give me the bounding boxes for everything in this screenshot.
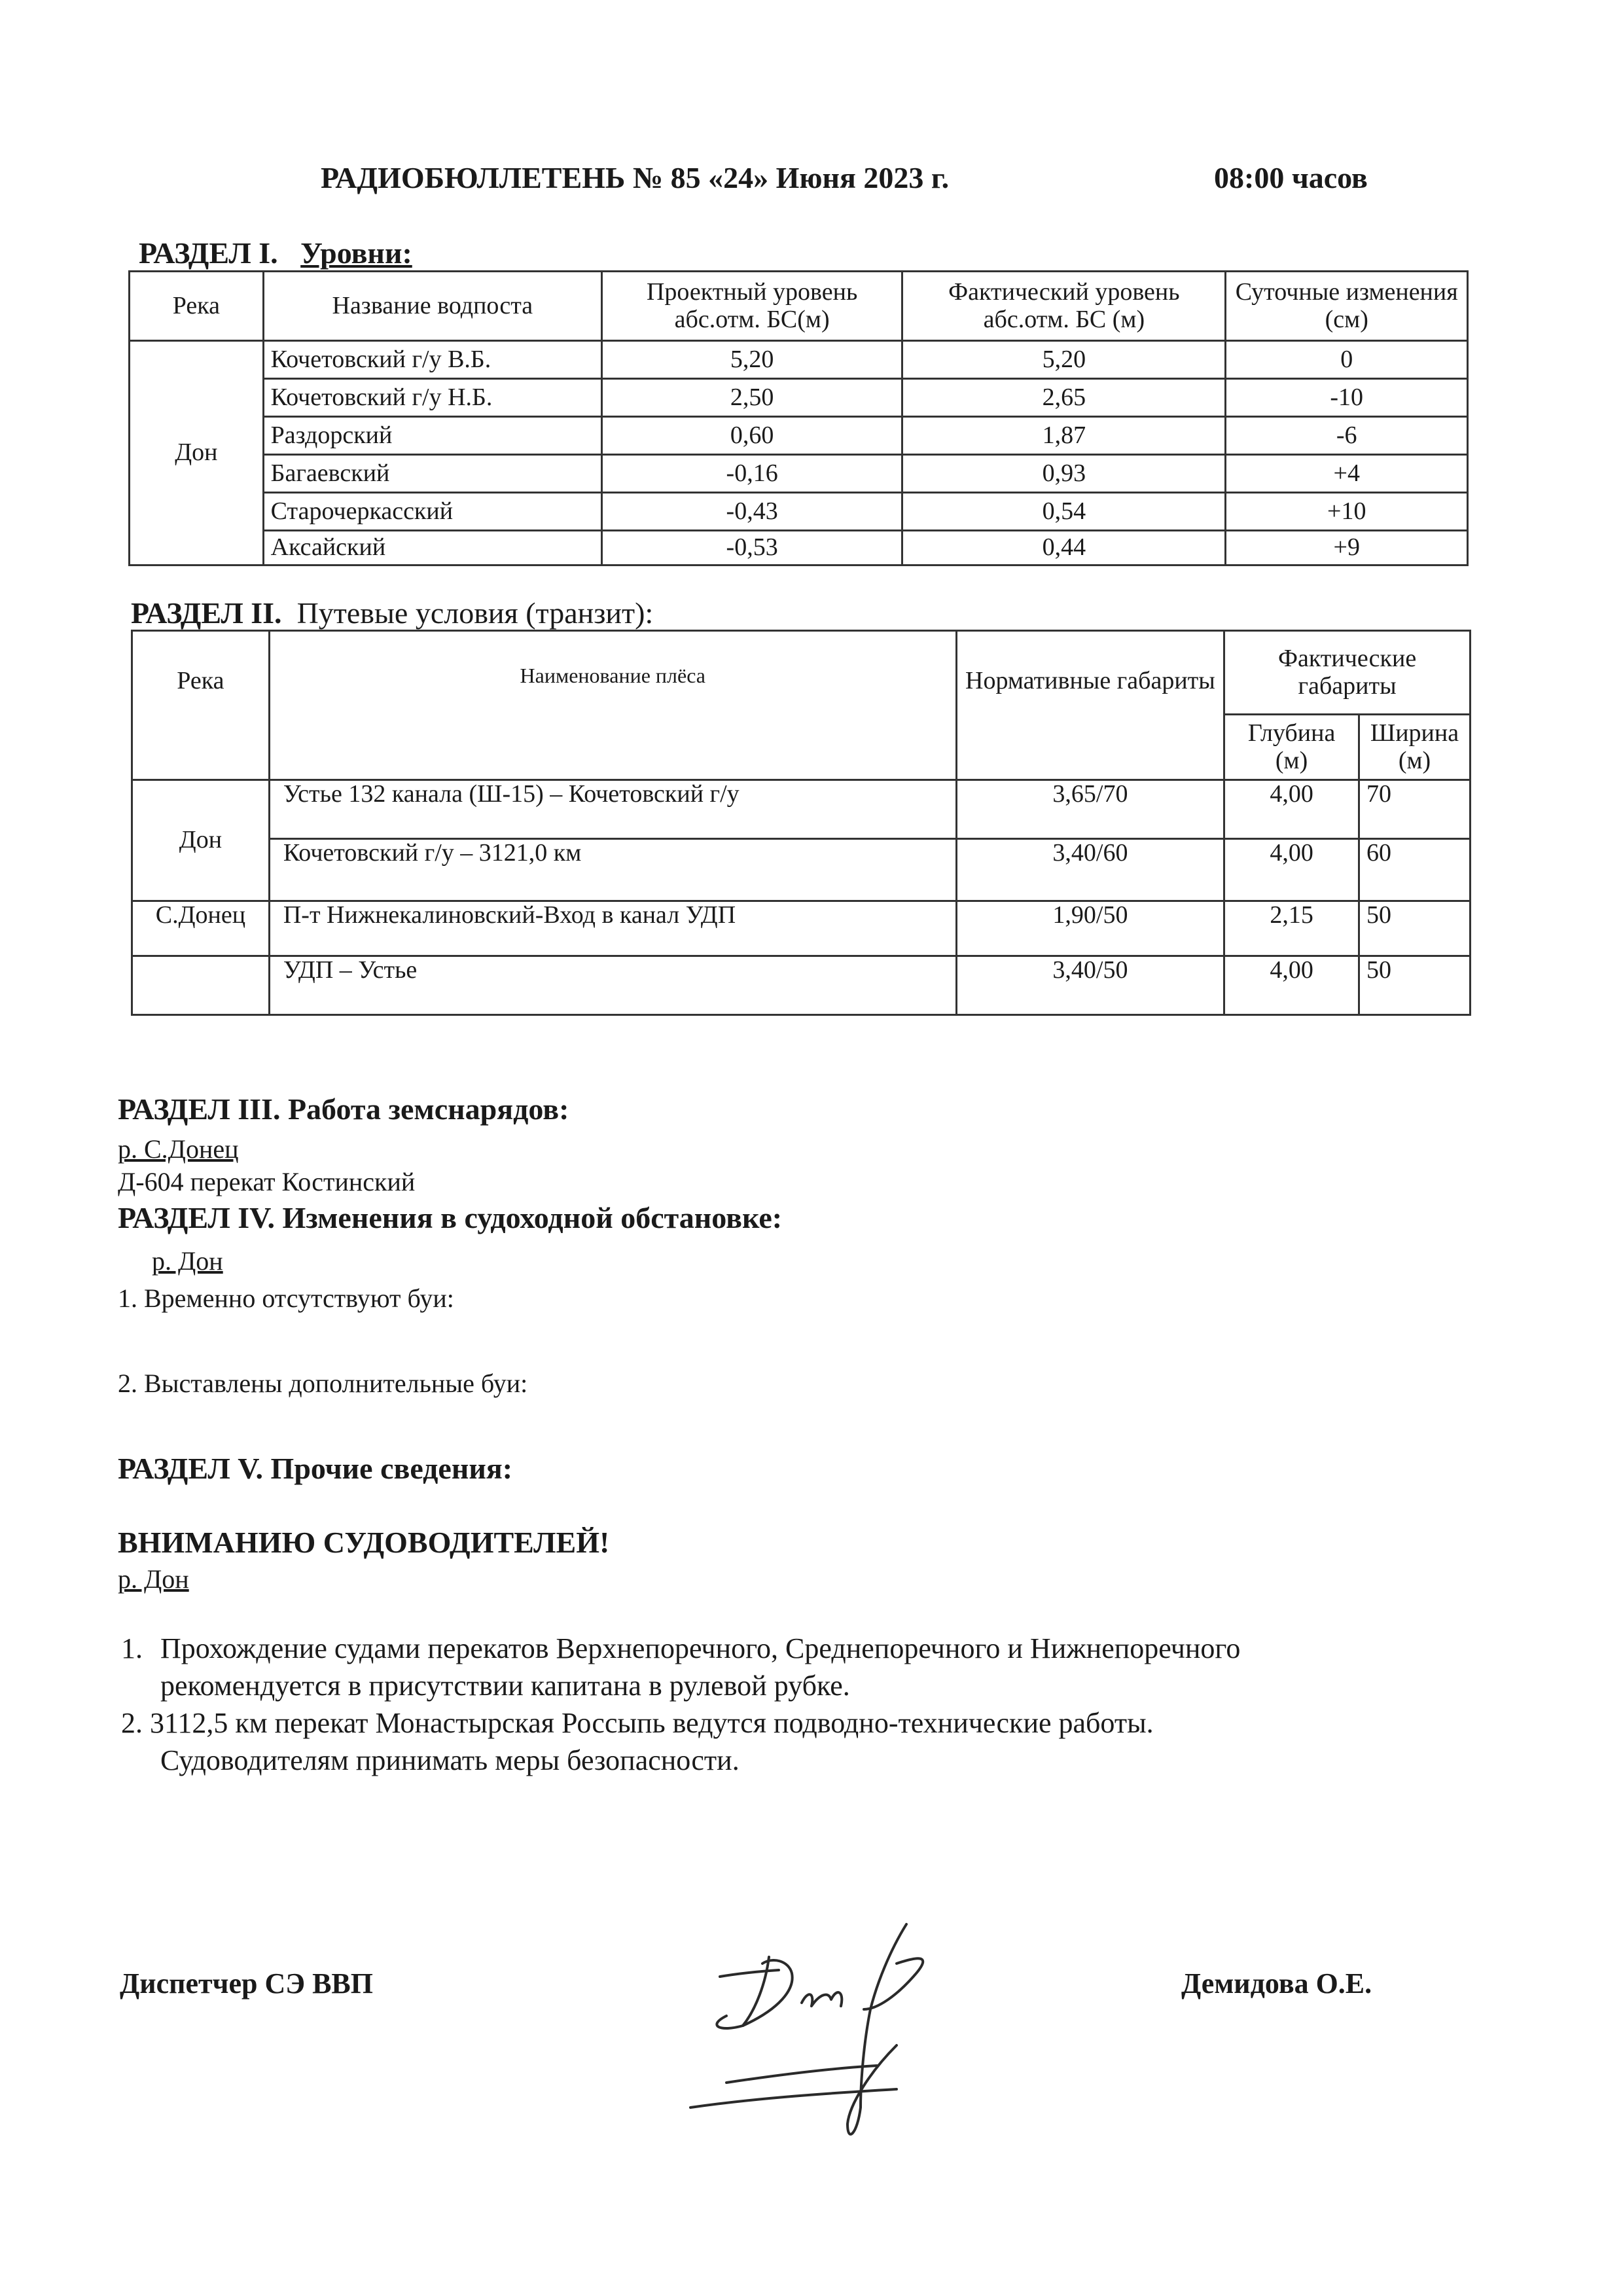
reach-cell: Устье 132 канала (Ш-15) – Кочетовский г/у [269, 780, 956, 839]
design-cell: -0,16 [602, 455, 902, 493]
table-row [132, 780, 1471, 839]
transit-header-row [132, 631, 1471, 715]
header-normative: Нормативные габариты [956, 631, 1224, 780]
table-row [130, 531, 1468, 565]
post-cell: Раздорский [263, 417, 601, 455]
section4-item-2: 2. Выставлены дополнительные буи: [118, 1369, 528, 1398]
table-row [132, 839, 1471, 901]
depth-cell: 4,00 [1224, 780, 1359, 839]
section3-title: РАЗДЕЛ III. Работа земснарядов: [118, 1092, 569, 1126]
design-cell: -0,53 [602, 531, 902, 565]
bulletin-time: 08:00 часов [1214, 161, 1368, 194]
header-depth: Глубина (м) [1224, 715, 1359, 780]
section1-label: РАЗДЕЛ I. [139, 236, 278, 270]
river-cell: Дон [132, 780, 270, 901]
post-cell: Аксайский [263, 531, 601, 565]
width-cell: 50 [1359, 901, 1471, 956]
width-cell: 60 [1359, 839, 1471, 901]
change-cell: -10 [1226, 379, 1468, 417]
normative-cell: 3,65/70 [956, 780, 1224, 839]
change-cell: +9 [1226, 531, 1468, 565]
attention-title: ВНИМАНИЮ СУДОВОДИТЕЛЕЙ! [118, 1526, 610, 1559]
header-width: Ширина (м) [1359, 715, 1471, 780]
table-row [130, 379, 1468, 417]
dispatcher-position: Диспетчер СЭ ВВП [120, 1967, 373, 2000]
post-cell: Кочетовский г/у Н.Б. [263, 379, 601, 417]
transit-table [131, 630, 1471, 1016]
design-cell: 5,20 [602, 341, 902, 379]
change-cell: 0 [1226, 341, 1468, 379]
post-cell: Старочеркасский [263, 493, 601, 531]
actual-cell: 1,87 [902, 417, 1226, 455]
header-river: Река [130, 272, 264, 341]
attention-item-2-line-1: 2. 3112,5 км перекат Монастырская Россыпь ведутся подводно-технические работы. [121, 1707, 1154, 1739]
bulletin-title: РАДИОБЮЛЛЕТЕНЬ № 85 «24» Июня 2023 г. [321, 161, 950, 194]
header-design-level: Проектный уровень абс.отм. БС(м) [602, 272, 902, 341]
table-row [130, 455, 1468, 493]
post-cell: Кочетовский г/у В.Б. [263, 341, 601, 379]
header-actual: Фактические габариты [1224, 631, 1471, 715]
reach-cell: Кочетовский г/у – 3121,0 км [269, 839, 956, 901]
attention-item-2-line-2: Судоводителям принимать меры безопасности. [160, 1744, 740, 1776]
actual-cell: 0,93 [902, 455, 1226, 493]
section2-title: Путевые условия (транзит): [296, 596, 654, 630]
section2-heading [131, 596, 653, 630]
post-cell: Багаевский [263, 455, 601, 493]
section1-title: Уровни: [300, 236, 412, 270]
section4-item-1: 1. Временно отсутствуют буи: [118, 1283, 454, 1313]
header-daily-change: Суточные изменения (см) [1226, 272, 1468, 341]
attention-item-1-num: 1. [121, 1632, 143, 1664]
design-cell: 0,60 [602, 417, 902, 455]
table-row [130, 493, 1468, 531]
section5-title: РАЗДЕЛ V. Прочие сведения: [118, 1452, 513, 1485]
normative-cell: 1,90/50 [956, 901, 1224, 956]
width-cell: 50 [1359, 956, 1471, 1015]
river-cell [132, 956, 270, 1015]
section4-river: р. Дон [152, 1246, 223, 1276]
table-row [130, 341, 1468, 379]
change-cell: +4 [1226, 455, 1468, 493]
design-cell: 2,50 [602, 379, 902, 417]
header-actual-level: Фактический уровень абс.отм. БС (м) [902, 272, 1226, 341]
depth-cell: 4,00 [1224, 956, 1359, 1015]
actual-cell: 2,65 [902, 379, 1226, 417]
depth-cell: 2,15 [1224, 901, 1359, 956]
design-cell: -0,43 [602, 493, 902, 531]
header-reach: Наименование плёса [269, 631, 956, 780]
levels-header-row [130, 272, 1468, 341]
change-cell: +10 [1226, 493, 1468, 531]
attention-item-1-line-2: рекомендуется в присутствии капитана в рулевой рубке. [160, 1670, 850, 1702]
header-post: Название водпоста [263, 272, 601, 341]
section3-item: Д-604 перекат Костинский [118, 1167, 416, 1196]
attention-river: р. Дон [118, 1564, 189, 1594]
section4-title: РАЗДЕЛ IV. Изменения в судоходной обстановке: [118, 1201, 783, 1234]
normative-cell: 3,40/60 [956, 839, 1224, 901]
actual-cell: 5,20 [902, 341, 1226, 379]
river-cell: Дон [130, 341, 264, 565]
depth-cell: 4,00 [1224, 839, 1359, 901]
width-cell: 70 [1359, 780, 1471, 839]
handwritten-signature [681, 1911, 995, 2160]
normative-cell: 3,40/50 [956, 956, 1224, 1015]
river-cell: С.Донец [132, 901, 270, 956]
reach-cell: УДП – Устье [269, 956, 956, 1015]
section1-heading [139, 236, 412, 270]
actual-cell: 0,44 [902, 531, 1226, 565]
attention-item-1-line-1: Прохождение судами перекатов Верхнепоречного, Среднепоречного и Нижнепоречного [160, 1632, 1241, 1664]
reach-cell: П-т Нижнекалиновский-Вход в канал УДП [269, 901, 956, 956]
section2-label: РАЗДЕЛ II. [131, 596, 282, 630]
levels-table [128, 270, 1469, 566]
table-row [132, 901, 1471, 956]
section3-river: р. С.Донец [118, 1134, 239, 1164]
table-row [130, 417, 1468, 455]
change-cell: -6 [1226, 417, 1468, 455]
table-row [132, 956, 1471, 1015]
header-river: Река [132, 631, 270, 780]
dispatcher-name: Демидова О.Е. [1181, 1967, 1372, 2000]
actual-cell: 0,54 [902, 493, 1226, 531]
